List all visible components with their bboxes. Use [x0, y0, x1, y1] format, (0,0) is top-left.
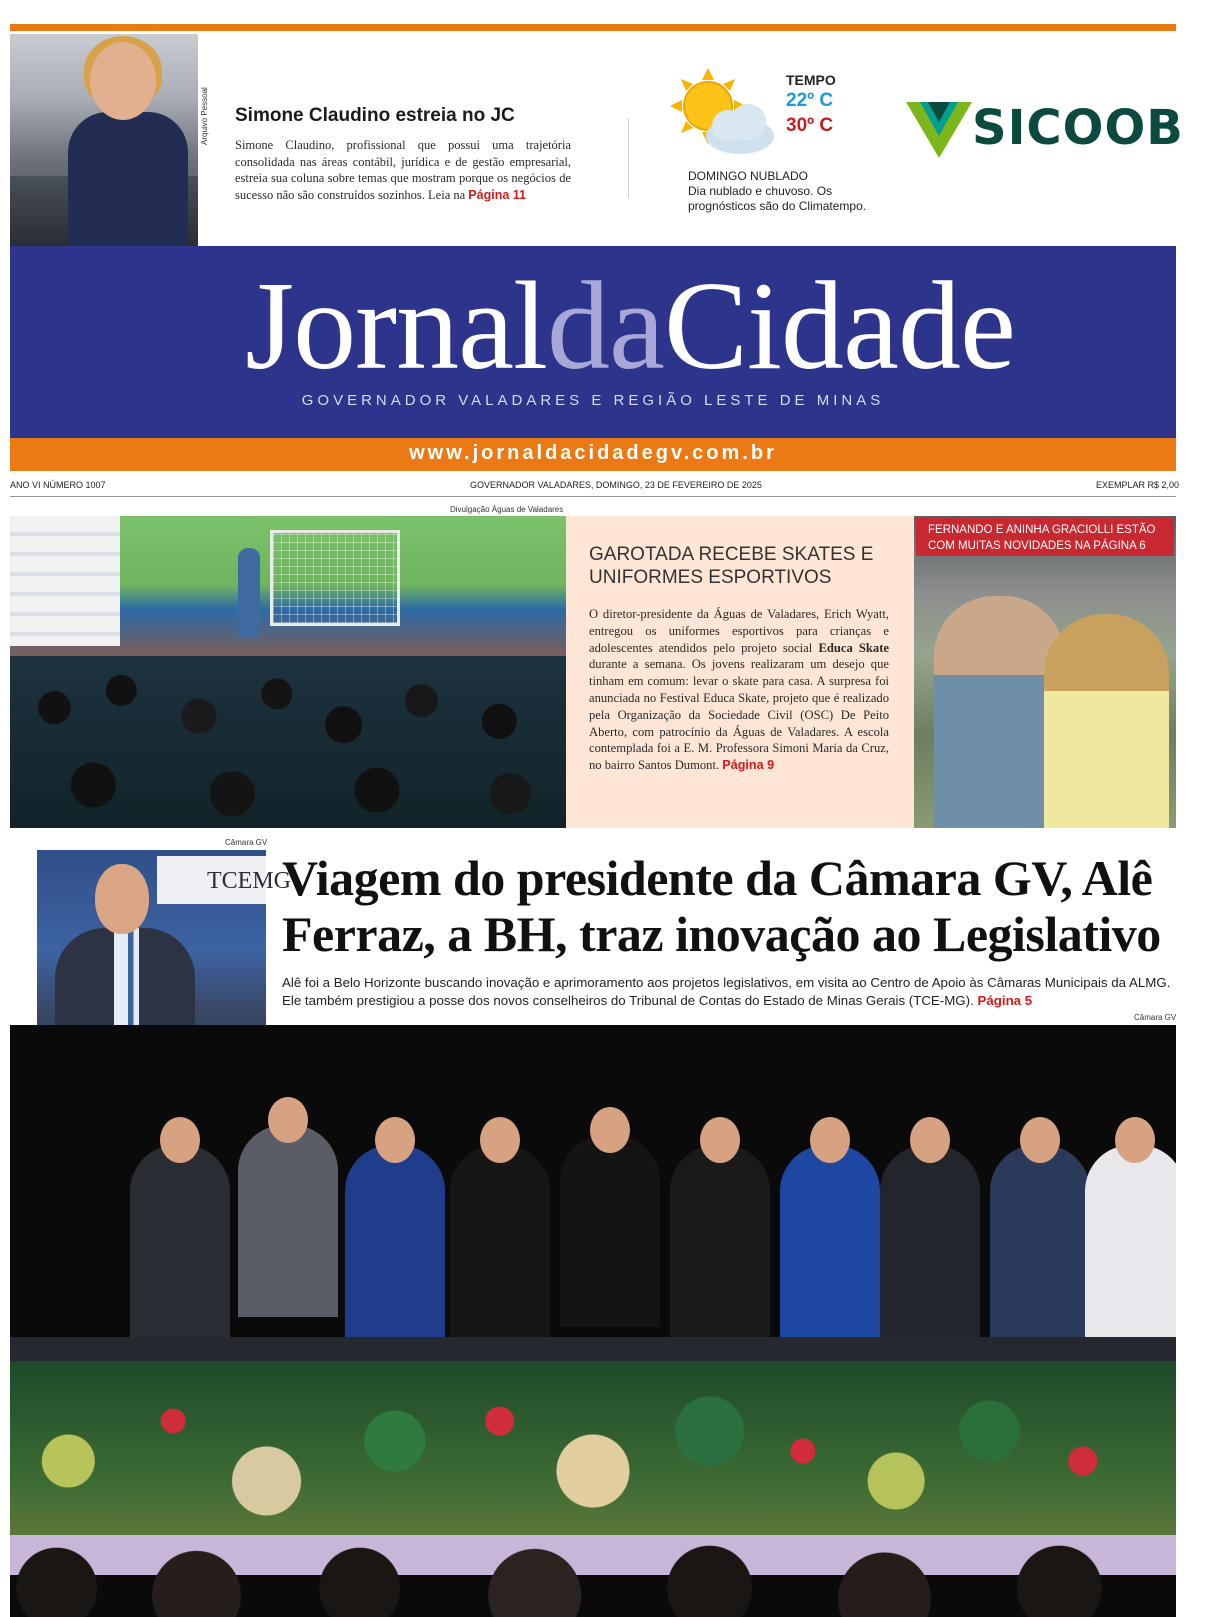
lead-teaser [282, 974, 1176, 1010]
simone-photo [10, 34, 198, 246]
skate-headline[interactable]: GAROTADA RECEBE SKATES E UNIFORMES ESPORTIVOS [589, 544, 874, 588]
masthead-title[interactable] [0, 257, 1219, 396]
lead-headline[interactable]: Viagem do presidente da Câmara GV, Alê Ferraz, a BH, traz inovação ao Legislativo [282, 850, 1161, 962]
simone-page-link[interactable]: Página 11 [468, 187, 526, 202]
simone-teaser [235, 137, 571, 203]
skate-photo [10, 516, 566, 828]
ceremony-photo [10, 1025, 1176, 1617]
lead-teaser-text: Alê foi a Belo Horizonte buscando inovação e aprimoramento aos projetos legislativos, em visita ao Centro de Apoio às Câmaras Municipais da ALMG. Ele também prestigiou a posse dos novos conselheiros do Tribunal de Contas do Estado de Minas Gerais (TCE-MG). [282, 975, 1171, 1008]
weather-condition: DOMINGO NUBLADO [688, 169, 809, 183]
website-link[interactable]: www.jornaldacidadegv.com.br [409, 442, 777, 464]
weather-max-temp: 30º C [786, 115, 834, 136]
skate-text-bold: Educa Skate [818, 640, 889, 655]
weather-description: Dia nublado e chuvoso. Os prognósticos são do Climatempo. [688, 184, 867, 213]
lead-page-link[interactable]: Página 5 [977, 993, 1033, 1008]
couple-photo [914, 516, 1176, 828]
ale-photo-credit: Câmara GV [225, 838, 268, 847]
price: EXEMPLAR R$ 2,00 [1096, 480, 1180, 490]
tce-logo-text: TCEMG [207, 868, 291, 894]
masthead-title-part1: Jornal [245, 257, 548, 396]
sponsor-name[interactable]: SICOOB [972, 100, 1184, 156]
masthead-title-part2: da [547, 257, 664, 396]
skate-text-2: durante a semana. Os jovens realizaram um desejo que tinham em comum: levar o skate para casa. A surpresa foi anunciada no Festival Educa Skate, projeto que é realizado pela Organização da Sociedade Civil (OSC) De Peito Aberto, com patrocínio da Águas de Valadares. A escola contemplada foi a E. M. Professora Simoni Maria da Cruz, no bairro Santos Dumont. [589, 657, 889, 773]
weather-min-temp: 22º C [786, 90, 834, 111]
skate-text-1: O diretor-presidente da Águas de Valadares, Erich Wyatt, entregou os uniformes esportivos para crianças e adolescentes atendidos pelo projeto social [589, 607, 889, 655]
simone-headline[interactable]: Simone Claudino estreia no JC [235, 105, 515, 126]
sun-cloud-icon [668, 66, 778, 160]
masthead-title-part3: Cidade [663, 257, 1015, 396]
weather-label: TEMPO [786, 72, 836, 88]
place-and-date: GOVERNADOR VALADARES, DOMINGO, 23 DE FEVEREIRO DE 2025 [470, 480, 762, 490]
sicoob-logo-icon[interactable] [906, 100, 972, 160]
skate-page-link[interactable]: Página 9 [722, 758, 775, 773]
edition-number: ANO VI NÚMERO 1007 [10, 480, 106, 490]
masthead-subtitle: GOVERNADOR VALADARES E REGIÃO LESTE DE MINAS [301, 392, 885, 409]
divider [628, 118, 629, 198]
simone-photo-credit: Arquivo Pessoal [200, 87, 209, 145]
skate-photo-credit: Divulgação Águas de Valadares [450, 505, 564, 514]
couple-caption[interactable]: FERNANDO E ANINHA GRACIOLLI ESTÃO COM MUITAS NOVIDADES NA PÁGINA 6 [916, 518, 1174, 556]
simone-teaser-text: Simone Claudino, profissional que possui uma trajetória consolidada nas áreas contábil, jurídica e de gestão empresarial, estreia sua coluna sobre temas que mostram porque os negócios de sucesso não são construídos sozinhos. Leia na [235, 138, 571, 202]
ceremony-photo-credit: Câmara GV [1134, 1013, 1177, 1022]
skate-teaser [589, 606, 889, 774]
dateline-rule [10, 496, 1176, 497]
top-orange-rule [10, 24, 1176, 31]
